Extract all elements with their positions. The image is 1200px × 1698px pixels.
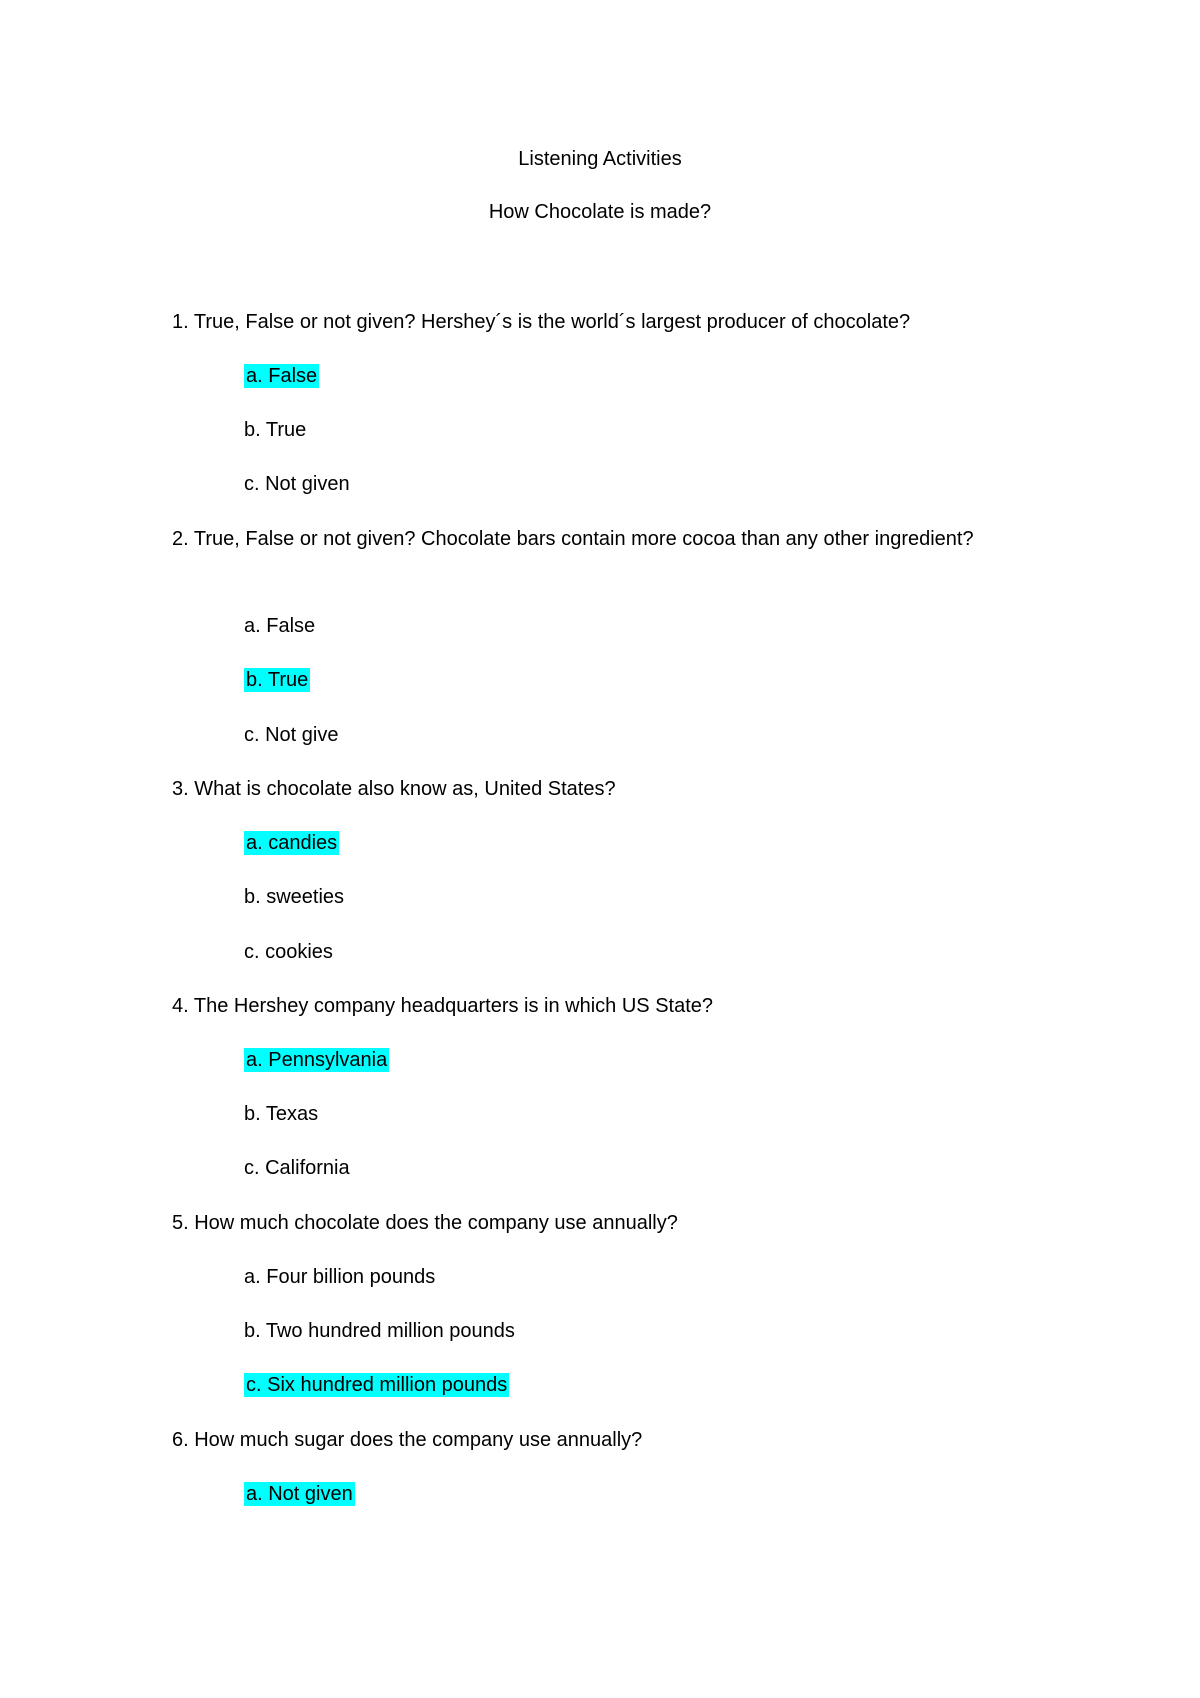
question-1-option-a (244, 362, 319, 390)
document-title (0, 145, 1200, 173)
option-label: c. Not given (244, 473, 350, 495)
question-4-option-c (244, 1154, 350, 1182)
question-2 (172, 525, 1012, 553)
answer-highlight: a. Not given (246, 1483, 353, 1505)
question-4-text: 4. The Hershey company headquarters is in which US State? (172, 995, 714, 1017)
answer-highlight: a. Pennsylvania (246, 1049, 388, 1071)
question-4-option-a (244, 1046, 389, 1074)
question-3 (172, 775, 1012, 803)
question-5-option-b (244, 1317, 515, 1345)
question-2-text: 2. True, False or not given? Chocolate bars contain more cocoa than any other ingredient? (172, 528, 974, 550)
question-5-text: 5. How much chocolate does the company use annually? (172, 1212, 678, 1234)
option-label: c. California (244, 1157, 350, 1179)
question-2-option-c (244, 721, 338, 749)
question-6 (172, 1426, 1012, 1454)
option-label: a. Four billion pounds (244, 1266, 436, 1288)
option-label: b. True (244, 419, 307, 441)
option-label: b. Texas (244, 1103, 319, 1125)
question-2-option-b (244, 666, 310, 694)
question-4-option-b (244, 1100, 318, 1128)
question-6-text: 6. How much sugar does the company use annually? (172, 1429, 643, 1451)
question-1-option-c (244, 470, 350, 498)
question-5 (172, 1209, 1012, 1237)
document-title-text: Listening Activities (518, 148, 682, 170)
option-label: b. sweeties (244, 886, 345, 908)
question-6-option-a (244, 1480, 355, 1508)
question-1-option-b (244, 416, 306, 444)
option-label: c. cookies (244, 941, 333, 963)
option-label: b. Two hundred million pounds (244, 1320, 515, 1342)
question-2-option-a (244, 612, 315, 640)
question-3-option-a (244, 829, 339, 857)
question-5-option-a (244, 1263, 435, 1291)
answer-highlight: c. Six hundred million pounds (246, 1374, 508, 1396)
document-subtitle-text: How Chocolate is made? (488, 201, 712, 223)
question-1 (172, 308, 1012, 336)
question-4 (172, 992, 1012, 1020)
question-5-option-c (244, 1371, 509, 1399)
question-3-option-b (244, 883, 344, 911)
question-3-text: 3. What is chocolate also know as, United States? (172, 778, 616, 800)
question-3-option-c (244, 938, 333, 966)
option-label: c. Not give (244, 724, 339, 746)
answer-highlight: a. candies (246, 832, 338, 854)
document-subtitle (0, 198, 1200, 226)
option-label: a. False (244, 615, 316, 637)
answer-highlight: b. True (246, 669, 309, 691)
answer-highlight: a. False (246, 365, 318, 387)
question-1-text: 1. True, False or not given? Hershey´s is the world´s largest producer of chocolate? (172, 311, 911, 333)
